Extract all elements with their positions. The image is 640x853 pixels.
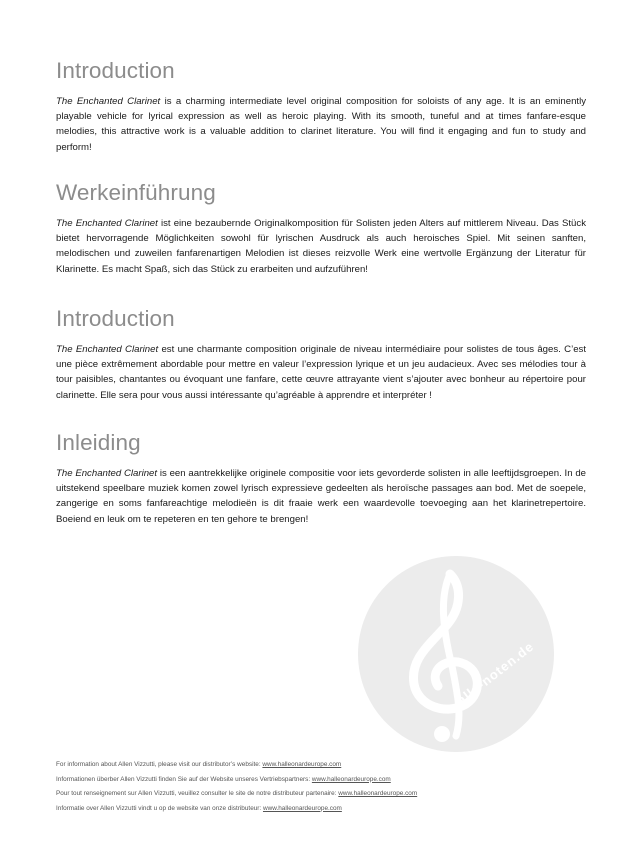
distributor-link[interactable]: www.halleonardeurope.com <box>311 775 391 783</box>
section-heading: Werkeinführung <box>56 180 216 205</box>
footer-text: Informatie over Allen Vizzutti vindt u op de website van onze distributeur: <box>56 804 263 812</box>
paragraph-text: is a charming intermediate level original composition for soloists of any age. It is an eminently playable vehicle for lyrical expression as well as heroic playing. With its smooth, tuneful and at times fanfare-esque melodies, this attractive work is a valuable addition to clarinet literature. You will find it engaging and fun to study and perform! <box>56 96 586 153</box>
footer-line <box>56 802 596 817</box>
work-title: The Enchanted Clarinet <box>56 218 158 229</box>
section-french <box>56 306 586 403</box>
section-english <box>56 58 586 155</box>
paragraph-text: is een aantrekkelijke originele compositie voor iets gevorderde solisten in alle leeftijdsgroepen. In de uitstekend speelbare muziek komen zowel lyrisch expressieve gedeelten als heroïsche passages aan bod. Met de soepele, zangerige en soms fanfareachtige melodieën is dit fraaie werk een waardevolle toevoeging aan het klarinetrepertoire. Boeiend en leuk om te repeteren en ten gehore te brengen! <box>56 468 587 525</box>
distributor-link[interactable]: www.halleonardeurope.com <box>262 804 342 812</box>
section-heading: Introduction <box>56 306 175 331</box>
footer-text: Pour tout renseignement sur Allen Vizzutti, veuillez consulter le site de notre distributeur partenaire: <box>56 790 339 798</box>
footer-line <box>56 787 596 802</box>
footer-line <box>56 758 596 773</box>
section-heading: Introduction <box>56 58 175 83</box>
watermark-text: alle-noten.de <box>454 638 537 708</box>
footer <box>56 758 596 816</box>
work-title: The Enchanted Clarinet <box>56 96 161 107</box>
distributor-link[interactable]: www.halleonardeurope.com <box>262 761 342 768</box>
paragraph-text: est une charmante composition originale de niveau intermédiaire pour solistes de tous âges. C’est une pièce extrêmement abordable pour mettre en valeur l’expression lyrique et un jeu audacieux. Avec ses mélodies tour à tour paisibles, chantantes ou évoquant une fanfare, cette œuvre attrayante vient s’ajouter avec bonheur au répertoire pour clarinette. Elle sera pour vous aussi intéressante qu’agréable à apprendre et interpréter ! <box>56 344 586 401</box>
footer-line <box>56 773 596 788</box>
work-title: The Enchanted Clarinet <box>56 468 158 479</box>
section-paragraph <box>56 216 586 277</box>
paragraph-text: ist eine bezaubernde Originalkomposition für Solisten jeden Alters auf mittlerem Niveau. Das Stück bietet hervorragende Möglichkeiten sowohl für lyrischen Ausdruck als auch heroisches Spiel. Mit seinen sanften, melodischen und zuweilen fanfarenartigen Melodien ist dieses reizvolle Werk eine wertvolle Ergänzung der Literatur für Klarinette. Es macht Spaß, sich das Stück zu erarbeiten und aufzuführen! <box>56 218 586 275</box>
footer-text: Informationen überber Allen Vizzutti finden Sie auf der Website unseres Vertriebspartners: <box>56 775 312 783</box>
footer-text: For information about Allen Vizzutti, please visit our distributor’s website: <box>56 761 263 768</box>
section-paragraph <box>56 466 586 527</box>
watermark-logo <box>358 556 554 752</box>
section-german <box>56 180 586 277</box>
section-dutch <box>56 430 586 527</box>
section-paragraph <box>56 342 586 403</box>
work-title: The Enchanted Clarinet <box>56 344 159 355</box>
section-heading: Inleiding <box>56 430 141 455</box>
section-paragraph <box>56 94 586 155</box>
distributor-link[interactable]: www.halleonardeurope.com <box>338 790 418 798</box>
